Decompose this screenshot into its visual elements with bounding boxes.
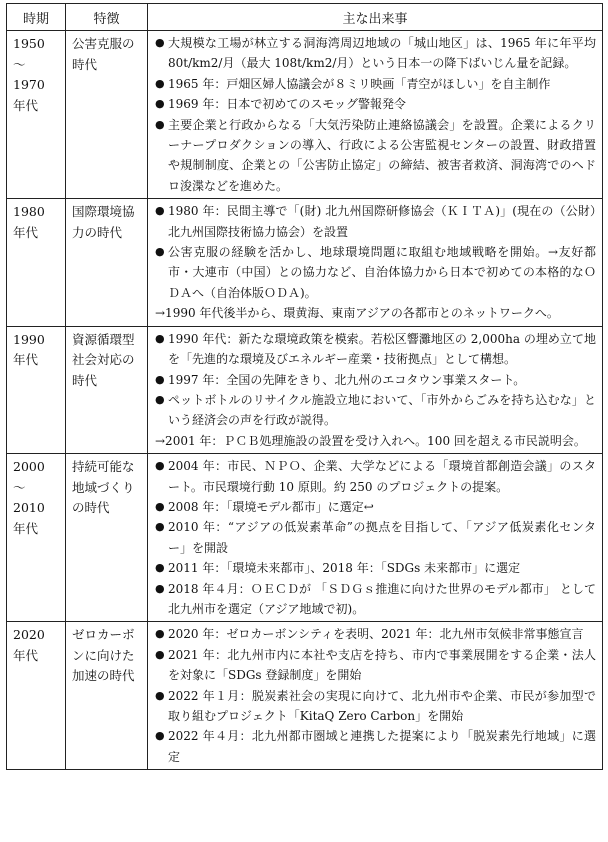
event-text: ペットボトルのリサイクル施設立地において、「市外からごみを持ち込むな」という経済会の声を行政が説得。 — [168, 392, 596, 428]
event-item — [155, 94, 596, 114]
event-item — [155, 242, 596, 303]
bullet-icon: ● — [155, 372, 165, 386]
table-row — [7, 199, 603, 326]
period-cell: 2020 年代 — [7, 622, 66, 770]
table-row — [7, 326, 603, 453]
bullet-icon: ● — [155, 729, 165, 743]
feature-cell: ゼロカーボンに向けた加速の時代 — [66, 622, 148, 770]
event-item — [155, 390, 596, 431]
event-text: 1980 年：民間主導で「(財) 北九州国際研修協会（ＫＩＴＡ)」(現在の（公財）北九州国際技術協力協会）を設置 — [168, 204, 596, 239]
feature-cell: 公害克服の時代 — [66, 31, 148, 199]
event-item — [155, 579, 596, 620]
feature-cell: 持続可能な地域づくりの時代 — [66, 454, 148, 622]
header-feature: 特徴 — [66, 4, 148, 31]
bullet-icon: ● — [155, 117, 165, 131]
table-row — [7, 454, 603, 622]
events-cell — [148, 31, 603, 199]
event-text: 主要企業と行政からなる「大気汚染防止連絡協議会」を設置。企業によるクリーナープロダクションの導入、行政による公害監視センターの設置、財政措置や規制制度、企業との「公害防止協定」の締結、被害者救済、洞海湾でのヘドロ浚渫などを進めた。 — [168, 117, 596, 193]
event-text: 2010 年：“アジアの低炭素革命”の拠点を目指して、「アジア低炭素化センター」を開設 — [168, 520, 596, 555]
bullet-icon: ● — [155, 581, 165, 595]
bullet-icon: ● — [155, 520, 165, 534]
event-item — [155, 456, 596, 497]
feature-cell: 資源循環型社会対応の時代 — [66, 326, 148, 453]
events-cell — [148, 326, 603, 453]
event-item — [155, 33, 596, 74]
bullet-icon: ● — [155, 245, 165, 259]
table-body — [7, 31, 603, 770]
event-item — [155, 558, 596, 578]
bullet-icon: ● — [155, 392, 165, 406]
header-events: 主な出来事 — [148, 4, 603, 31]
event-item — [155, 329, 596, 370]
period-cell: 2000 ～ 2010 年代 — [7, 454, 66, 622]
header-row — [7, 4, 603, 31]
events-cell — [148, 199, 603, 326]
event-text: →1990 年代後半から、環黄海、東南アジアの各都市とのネットワークへ。 — [155, 306, 559, 321]
bullet-icon: ● — [155, 459, 165, 473]
event-text: 2022 年１月：脱炭素社会の実現に向けて、北九州市や企業、市民が参加型で取り組むプロジェクト「KitaQ Zero Carbon」を開始 — [168, 688, 596, 723]
bullet-icon: ● — [155, 76, 165, 90]
bullet-icon: ● — [155, 36, 165, 49]
bullet-icon: ● — [155, 331, 165, 345]
event-item — [155, 201, 596, 242]
event-text: 大規模な工場が林立する洞海湾周辺地域の「城山地区」は、1965 年に年平均 80t/km2/月（最大 108t/km2/月）という日本一の降下ばいじん量を記録。 — [168, 36, 596, 71]
table-row — [7, 622, 603, 770]
feature-cell: 国際環境協力の時代 — [66, 199, 148, 326]
events-cell — [148, 622, 603, 770]
event-text: 1965 年：戸畑区婦人協議会が８ミリ映画「青空がほしい」を自主制作 — [168, 76, 551, 91]
period-cell: 1980 年代 — [7, 199, 66, 326]
event-item — [155, 686, 596, 727]
event-followup — [155, 431, 596, 451]
event-item — [155, 517, 596, 558]
period-cell: 1950 ～ 1970 年代 — [7, 31, 66, 199]
event-item — [155, 624, 596, 644]
event-text: 1969 年：日本で初めてのスモッグ警報発令 — [168, 97, 406, 112]
bullet-icon: ● — [155, 647, 165, 661]
bullet-icon: ● — [155, 688, 165, 702]
event-text: →2001 年：ＰＣＢ処理施設の設置を受け入れへ。100 回を超える市民説明会。 — [155, 433, 586, 448]
event-item — [155, 645, 596, 686]
events-cell — [148, 454, 603, 622]
bullet-icon: ● — [155, 204, 165, 218]
header-period: 時期 — [7, 4, 66, 31]
event-text: 1990 年代：新たな環境政策を模索。若松区響灘地区の 2,000ha の埋め立て地を「先進的な環境及びエネルギー産業・技術拠点」として構想。 — [168, 331, 596, 367]
event-item — [155, 115, 596, 197]
bullet-icon: ● — [155, 561, 165, 575]
event-text: 公害克服の経験を活かし、地球環境問題に取組む地域戦略を開始。→友好都市・大連市（中国）との協力など、自治体協力から日本で初めての本格的なＯＤＡへ（自治体版ＯＤＡ)。 — [168, 245, 596, 300]
history-table — [6, 3, 603, 770]
bullet-icon: ● — [155, 499, 165, 513]
event-item — [155, 74, 596, 94]
event-text: 2022 年４月：北九州都市圏域と連携した提案により「脱炭素先行地域」に選定 — [168, 729, 596, 764]
event-followup — [155, 303, 596, 323]
event-text: 2020 年：ゼロカーボンシティを表明、2021 年：北九州市気候非常事態宣言 — [168, 627, 584, 642]
event-item — [155, 370, 596, 390]
period-cell: 1990 年代 — [7, 326, 66, 453]
event-text: 2021 年：北九州市内に本社や支店を持ち、市内で事業展開をする企業・法人を対象に「SDGs 登録制度」を開始 — [168, 647, 596, 683]
event-text: 2008 年：「環境モデル都市」に選定↩ — [168, 499, 374, 514]
bullet-icon: ● — [155, 627, 165, 641]
event-text: 2018 年４月：ＯＥＣＤが 「ＳＤＧｓ推進に向けた世界のモデル都市」 として北九州市を選定（アジア地域で初)。 — [168, 581, 596, 616]
event-text: 2011 年：「環境未来都市」、2018 年：「SDGs 未来都市」に選定 — [168, 561, 521, 576]
event-item — [155, 726, 596, 767]
event-item — [155, 497, 596, 517]
event-text: 2004 年：市民、ＮＰＯ、企業、大学などによる「環境首都創造会議」のスタート。市民環境行動 10 原則。約 250 のプロジェクトの提案。 — [168, 459, 596, 494]
event-text: 1997 年：全国の先陣をきり、北九州のエコタウン事業スタート。 — [168, 372, 526, 387]
table-row — [7, 31, 603, 199]
bullet-icon: ● — [155, 97, 165, 111]
